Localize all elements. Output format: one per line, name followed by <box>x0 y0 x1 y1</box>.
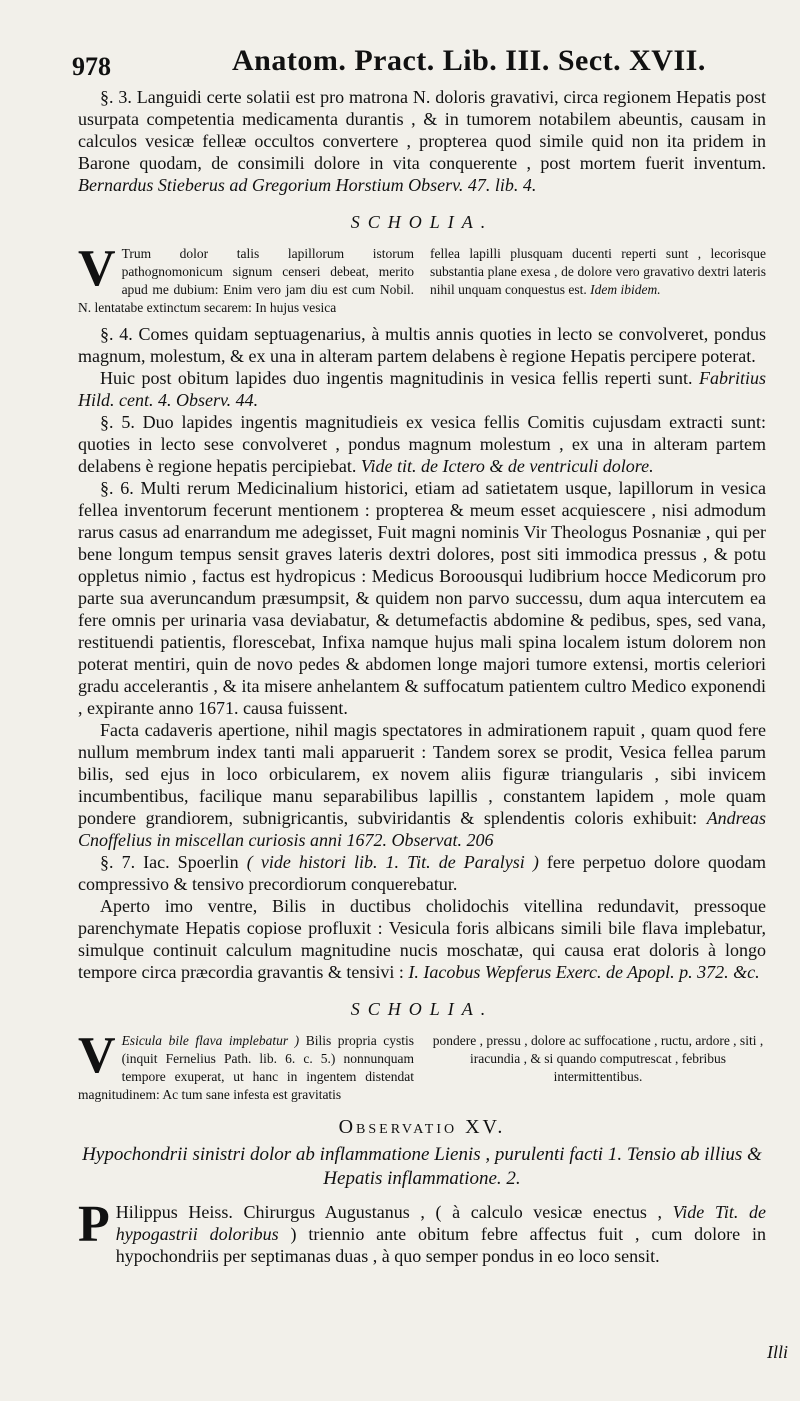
drop-cap: P <box>78 1196 110 1253</box>
page-header <box>0 44 800 84</box>
scholia-block <box>78 240 766 317</box>
citation: ( vide histori lib. 1. Tit. de Paralysi ) <box>246 852 539 872</box>
citation: Fabritius Hild. cent. 4. Observ. 44. <box>78 368 767 410</box>
paragraph-6: §. 6. Multi rerum Medicinalium historici, etiam ad satietatem usque, lapillorum in vesica fellea inventorum fecerunt mentionem : propterea & meum esset acquiescere , nisi admodum rarus casus ad enarrandum me adegisset, Fuit magni nominis Vir Theologus Posnaniæ , qui per bene longum tempus sensit graves lateris dextri dolores, post siti immodica pressus , & potu oppletus nimio , factus est hydropicus : Medicus Boroousqui ludibrium hocce Medicorum pro parte sua averuncandum præsumpsit, & quidem non parvo successu, dum aqua intercutem ea fere omnis per urinaria vasa deviabatur, & detumefactis abdomine & pedibus, spes, sed vana, restituendi patientis, florescebat, Infixa namque hujus mali spina localem istum dolorem non poterat mentiri, quin de novo pedes & abdomen longe majori tumore extensi, mortis celeriori gradu accelerantis , & ita misere anhelantem & suffocatum patientem cultro Medico exponendi , expirante anno 1671. causa fuissent. <box>78 478 766 718</box>
scholia-heading: SCHOLIA. <box>350 212 494 232</box>
paragraph-3: §. 3. Languidi certe solatii est pro matrona N. doloris gravativi, circa regionem Hepatis post usurpata competentia medicamenta durantis , & in tumorem notabilem abeuntis, causam in calculos vesicæ felleæ occultos convertere , propterea quod simile quid non ita pridem in Barone quodam, de consimili dolore in vita conquerente , post mortem fuerit inventum. Bernardus Stieberus ad Gregorium Horstium Observ. 47. lib. 4. <box>78 87 766 195</box>
citation: Vide tit. de Ictero & de ventriculi dolore. <box>360 456 654 476</box>
paragraph-5: §. 5. Duo lapides ingentis magnitudieis ex vesica fellis Comitis cujusdam extracti sunt: quoties in lecto sese convolveret , pondus magnum molestum , ex una in alteram partem delabens è regione hepatis percipiebat. Vide tit. de Ictero & de ventriculi dolore. <box>78 412 766 476</box>
citation: Esicula bile flava implebatur ) <box>121 1033 300 1048</box>
scholia-block-2 <box>78 1027 766 1104</box>
citation: Andreas Cnoffelius in miscellan curiosis anni 1672. Observat. 206 <box>78 808 767 850</box>
catchword: Illi <box>767 1342 788 1362</box>
paragraph-7b: Aperto imo ventre, Bilis in ductibus cholidochis vitellina redundavit, pressoque parenchymate Hepatis copiose profluxit : Vesicula foris albicans simili bile flava implebatur, simulque continuit calculum magnitudine nucis moschatæ, qui causa erat doloris à longo tempore circa præcordia gravantis & tensivi : I. Iacobus Wepferus Exerc. de Apopl. p. 372. &c. <box>78 896 766 982</box>
scholia-right-column-2: pondere , pressu , dolore ac suffocatione , ructu, ardore , siti , iracundia , & si quando computrescat , febribus intermittentibus. <box>432 1033 764 1084</box>
citation: Bernardus Stieberus ad Gregorium Horstium Observ. 47. lib. 4. <box>78 175 537 195</box>
scholia-heading-2: SCHOLIA. <box>350 999 494 1019</box>
paragraph-6b: Facta cadaveris apertione, nihil magis spectatores in admirationem rapuit , quam quod fere nullum membrum index tanti mali apparuerit : Tandem sorex se prodit, Vesica fellea parum bilis, sed ejus in loco orbicularem, ex novem aliis figuræ triangularis , sibi invicem incumbentibus, facilique manu separabilibus lapillis , constantem lapidem , mole quam pondere grandiorem, subnigricantis, subviridantis & splendentis coloris exhibuit: Andreas Cnoffelius in miscellan curiosis anni 1672. Observat. 206 <box>78 720 767 850</box>
scholia-left-column-2: V Esicula bile flava implebatur ) Bilis propria cystis (inquit Fernelius Path. lib. 6. c. 5.) nonnunquam tempore exuperat, ut hanc in ingentem distendat magnitudinem: Ac tum sane infesta est gravitatis <box>78 1027 414 1102</box>
citation: Idem ibidem. <box>590 282 661 297</box>
paragraph-4b: Huic post obitum lapides duo ingentis magnitudinis in vesica fellis reperti sunt. Fabritius Hild. cent. 4. Observ. 44. <box>78 368 767 410</box>
paragraph-final: P Hilippus Heiss. Chirurgus Augustanus , ( à calculo vesicæ enectus , Vide Tit. de hypogastrii doloribus ) triennio ante obitum febre affectus fuit , cum dolore in hypochondriis per septimanas duas , à quo semper pondus in eo loco sensit. <box>78 1196 767 1266</box>
page-number: 978 <box>72 52 111 81</box>
observation-title: Observatio XV. <box>338 1116 506 1138</box>
scholia-right-column: fellea lapilli plusquam ducenti reperti sunt , lecorisque substantia plane exesa , de dolore vero gravativo dextri lateris nihil unquam conquestus est. Idem ibidem. <box>430 246 766 297</box>
observation-subtitle: Hypochondrii sinistri dolor ab inflammatione Lienis , purulenti facti 1. Tensio ab illius & Hepatis inflammatione. 2. <box>82 1144 762 1189</box>
scholia-left-column: V Trum dolor talis lapillorum istorum pathognomonicum signum censeri debeat, merito apud me dubium: Enim vero jam diu est cum Nobil. N. lentatabe extinctum secarem: In hujus vesica <box>78 240 414 315</box>
citation: I. Iacobus Wepferus Exerc. de Apopl. p. 372. &c. <box>408 962 760 982</box>
page-body <box>78 86 766 1267</box>
paragraph-7: §. 7. Iac. Spoerlin ( vide histori lib. 1. Tit. de Paralysi ) fere perpetuo dolore quodam compressivo & tensivo precordiorum conquerebatur. <box>78 852 767 894</box>
running-head: Anatom. Pract. Lib. III. Sect. XVII. <box>232 44 706 77</box>
paragraph-4: §. 4. Comes quidam septuagenarius, à multis annis quoties in lecto se convolveret, pondus magnum, molestum, & ex una in alteram partem delabens è regione Hepatis percipere poterat. <box>78 324 766 366</box>
drop-cap: V <box>78 1027 116 1084</box>
drop-cap: V <box>78 240 116 297</box>
citation: Vide Tit. de hypogastrii doloribus <box>115 1202 767 1244</box>
